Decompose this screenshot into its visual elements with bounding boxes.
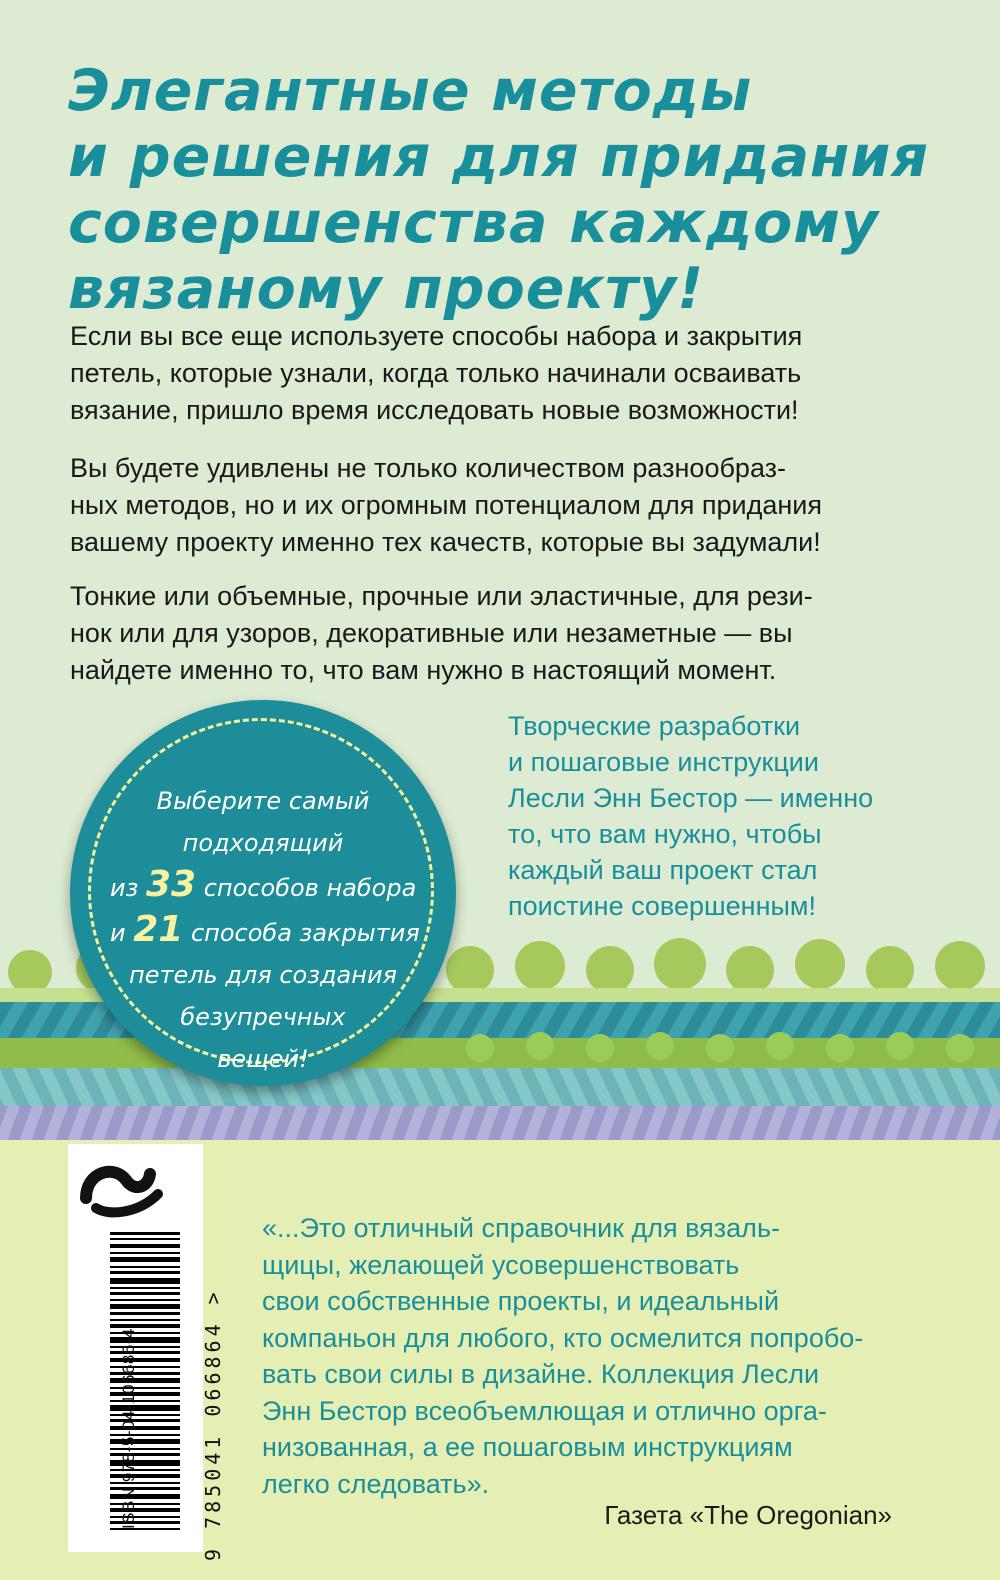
- badge-line: безупречных: [180, 1003, 346, 1031]
- isbn-text: ISBN 978-5-04-106686-4: [119, 1328, 138, 1529]
- promo-badge: [70, 700, 456, 1086]
- quote-line: «...Это отличный справочник для вязаль-: [262, 1213, 780, 1243]
- promo-line: Творческие разработки: [508, 711, 801, 741]
- lavender-twisted-strand: [0, 1106, 1000, 1140]
- badge-line: вещей!: [217, 1045, 309, 1073]
- badge-text: [110, 780, 420, 1080]
- promo-line: каждый ваш проект стал: [508, 855, 818, 885]
- text-line: найдете именно то, что вам нужно в настоящий момент.: [70, 655, 777, 685]
- text-line: вязание, пришло время исследовать новые возможности!: [70, 395, 799, 425]
- text-line: ных методов, но и их огромным потенциалом для придания: [70, 490, 823, 520]
- promo-text: [508, 708, 908, 924]
- text-line: петель, которые узнали, когда только начинали осваивать: [70, 358, 802, 388]
- paragraph-intro: [70, 318, 930, 429]
- badge-line: из 33 способов набора: [110, 864, 417, 905]
- barcode-panel: [68, 1144, 225, 1561]
- barcode-digits: 9 785041 066864 >: [201, 1288, 225, 1561]
- paragraph-qualities: [70, 578, 930, 689]
- castons-count: 33: [146, 864, 197, 905]
- quote-line: компаньон для любого, кто осмелится попробо-: [262, 1322, 864, 1353]
- badge-line: и 21 способа закрытия: [110, 909, 420, 950]
- review-quote: [262, 1210, 898, 1502]
- quote-line: Энн Бестор всеобъемлющая и отлично орга-: [262, 1395, 827, 1426]
- headline-line: и решения для придания: [68, 124, 929, 190]
- quote-line: легко следовать».: [262, 1468, 490, 1499]
- publisher-logo-icon: [78, 1150, 168, 1220]
- text-line: вашему проекту именно тех качеств, которые вы задумали!: [70, 527, 821, 557]
- headline: [68, 58, 968, 322]
- badge-line: Выберите самый: [156, 787, 370, 815]
- text-line: Вы будете удивлены не только количеством разнообраз-: [70, 453, 787, 483]
- text-line: Если вы все еще используете способы набора и закрытия: [70, 321, 803, 351]
- text-line: Тонкие или объемные, прочные или эластичные, для рези-: [70, 581, 813, 611]
- promo-line: то, что вам нужно, чтобы: [508, 819, 822, 849]
- headline-line: совершенства каждому: [68, 190, 880, 256]
- quote-source: Газета «The Oregonian»: [604, 1500, 892, 1530]
- promo-line: Лесли Энн Бестор — именно: [508, 783, 874, 813]
- quote-line: щицы, желающей усовершенствовать: [262, 1249, 740, 1280]
- paragraph-methods: [70, 450, 930, 561]
- quote-line: свои собственные проекты, и идеальный: [262, 1286, 780, 1316]
- quote-line: низованная, а ее пошаговым инструкциям: [262, 1432, 793, 1462]
- bindoffs-count: 21: [133, 909, 184, 950]
- quote-line: вать свои силы в дизайне. Коллекция Лесли: [262, 1359, 820, 1389]
- headline-line: вязаному проекту!: [68, 256, 705, 322]
- promo-line: поистине совершенным!: [508, 891, 816, 921]
- promo-line: и пошаговые инструкции: [508, 747, 819, 777]
- headline-line: Элегантные методы: [68, 58, 753, 124]
- badge-line: петель для создания: [129, 961, 397, 989]
- text-line: нок или для узоров, декоративные или незаметные — вы: [70, 618, 793, 648]
- badge-line: подходящий: [182, 829, 344, 857]
